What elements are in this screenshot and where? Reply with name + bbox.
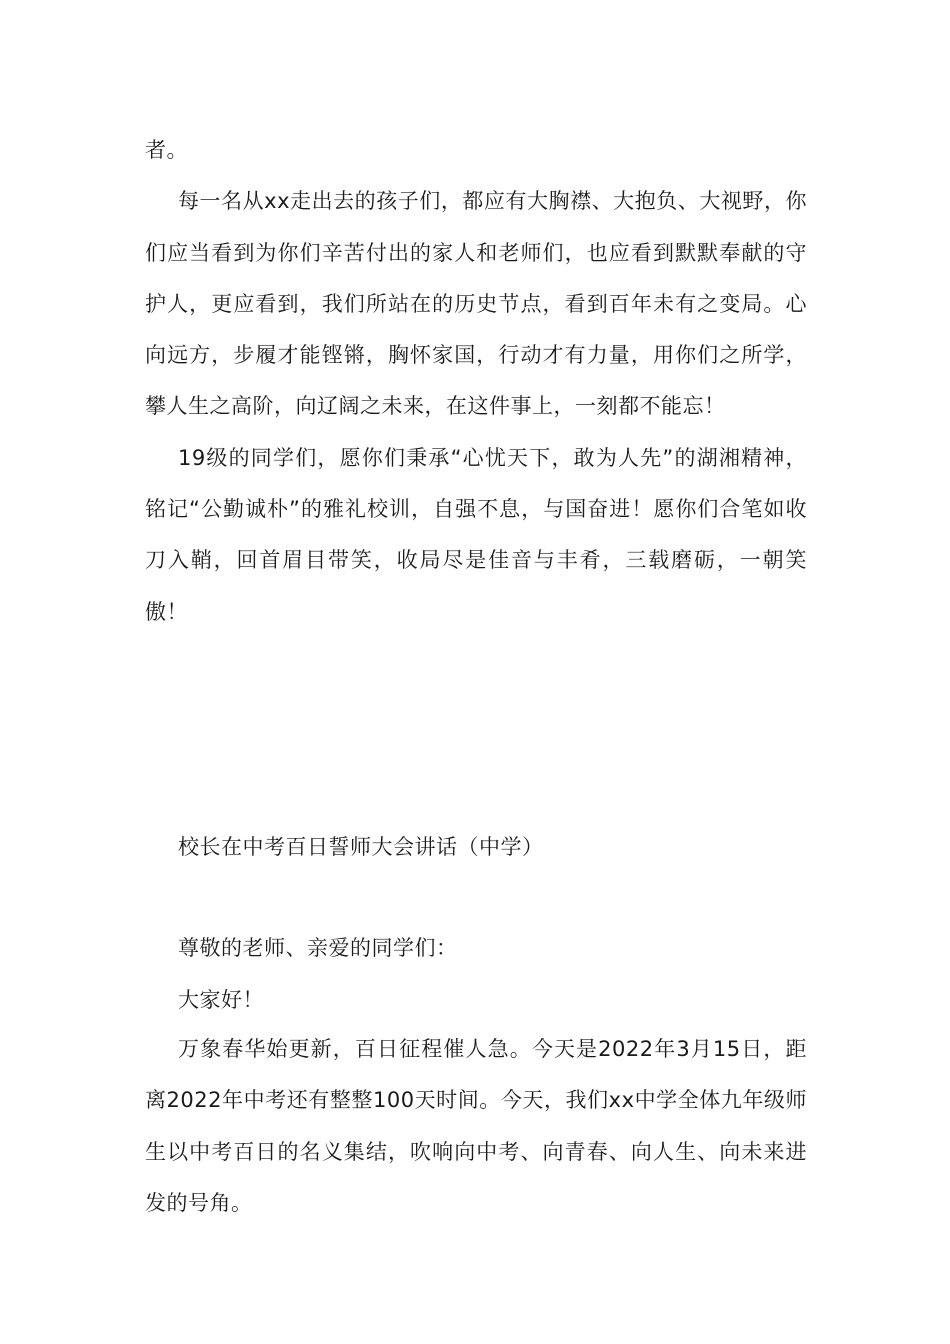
body-paragraph: 每一名从xx走出去的孩子们，都应有大胸襟、大抱负、大视野，你们应当看到为你们辛苦付出的家人和老师们，也应看到默默奉献的守护人，更应看到，我们所站在的历史节点，看到百年未有之变局。心向远方，步履才能铿锵，胸怀家国，行动才有力量，用你们之所学，攀人生之高阶，向辽阔之未来，在这件事上，一刻都不能忘！ xyxy=(145,189,807,419)
opening-block xyxy=(145,1024,807,1229)
salutation-block xyxy=(145,923,807,974)
salutation: 尊敬的老师、亲爱的同学们： xyxy=(178,936,458,960)
title-block xyxy=(145,822,807,873)
continuation-text: 者。 xyxy=(145,138,188,162)
greeting-block xyxy=(145,975,807,1026)
speech-title: 校长在中考百日誓师大会讲话（中学） xyxy=(178,835,544,859)
opening-paragraph: 万象春华始更新，百日征程催人急。今天是2022年3月15日，距离2022年中考还有整整100天时间。今天，我们xx中学全体九年级师生以中考百日的名义集结，吹响向中考、向青春、向人生、向未来进发的号角。 xyxy=(145,1037,807,1215)
speech-continuation xyxy=(145,125,807,638)
greeting: 大家好！ xyxy=(178,988,264,1012)
closing-paragraph: 19级的同学们，愿你们秉承“心忧天下，敢为人先”的湖湘精神，铭记“公勤诚朴”的雅礼校训，自强不息，与国奋进！愿你们合笔如收刀入鞘，回首眉目带笑，收局尽是佳音与丰肴，三载磨砺，一朝笑傲！ xyxy=(145,445,807,624)
